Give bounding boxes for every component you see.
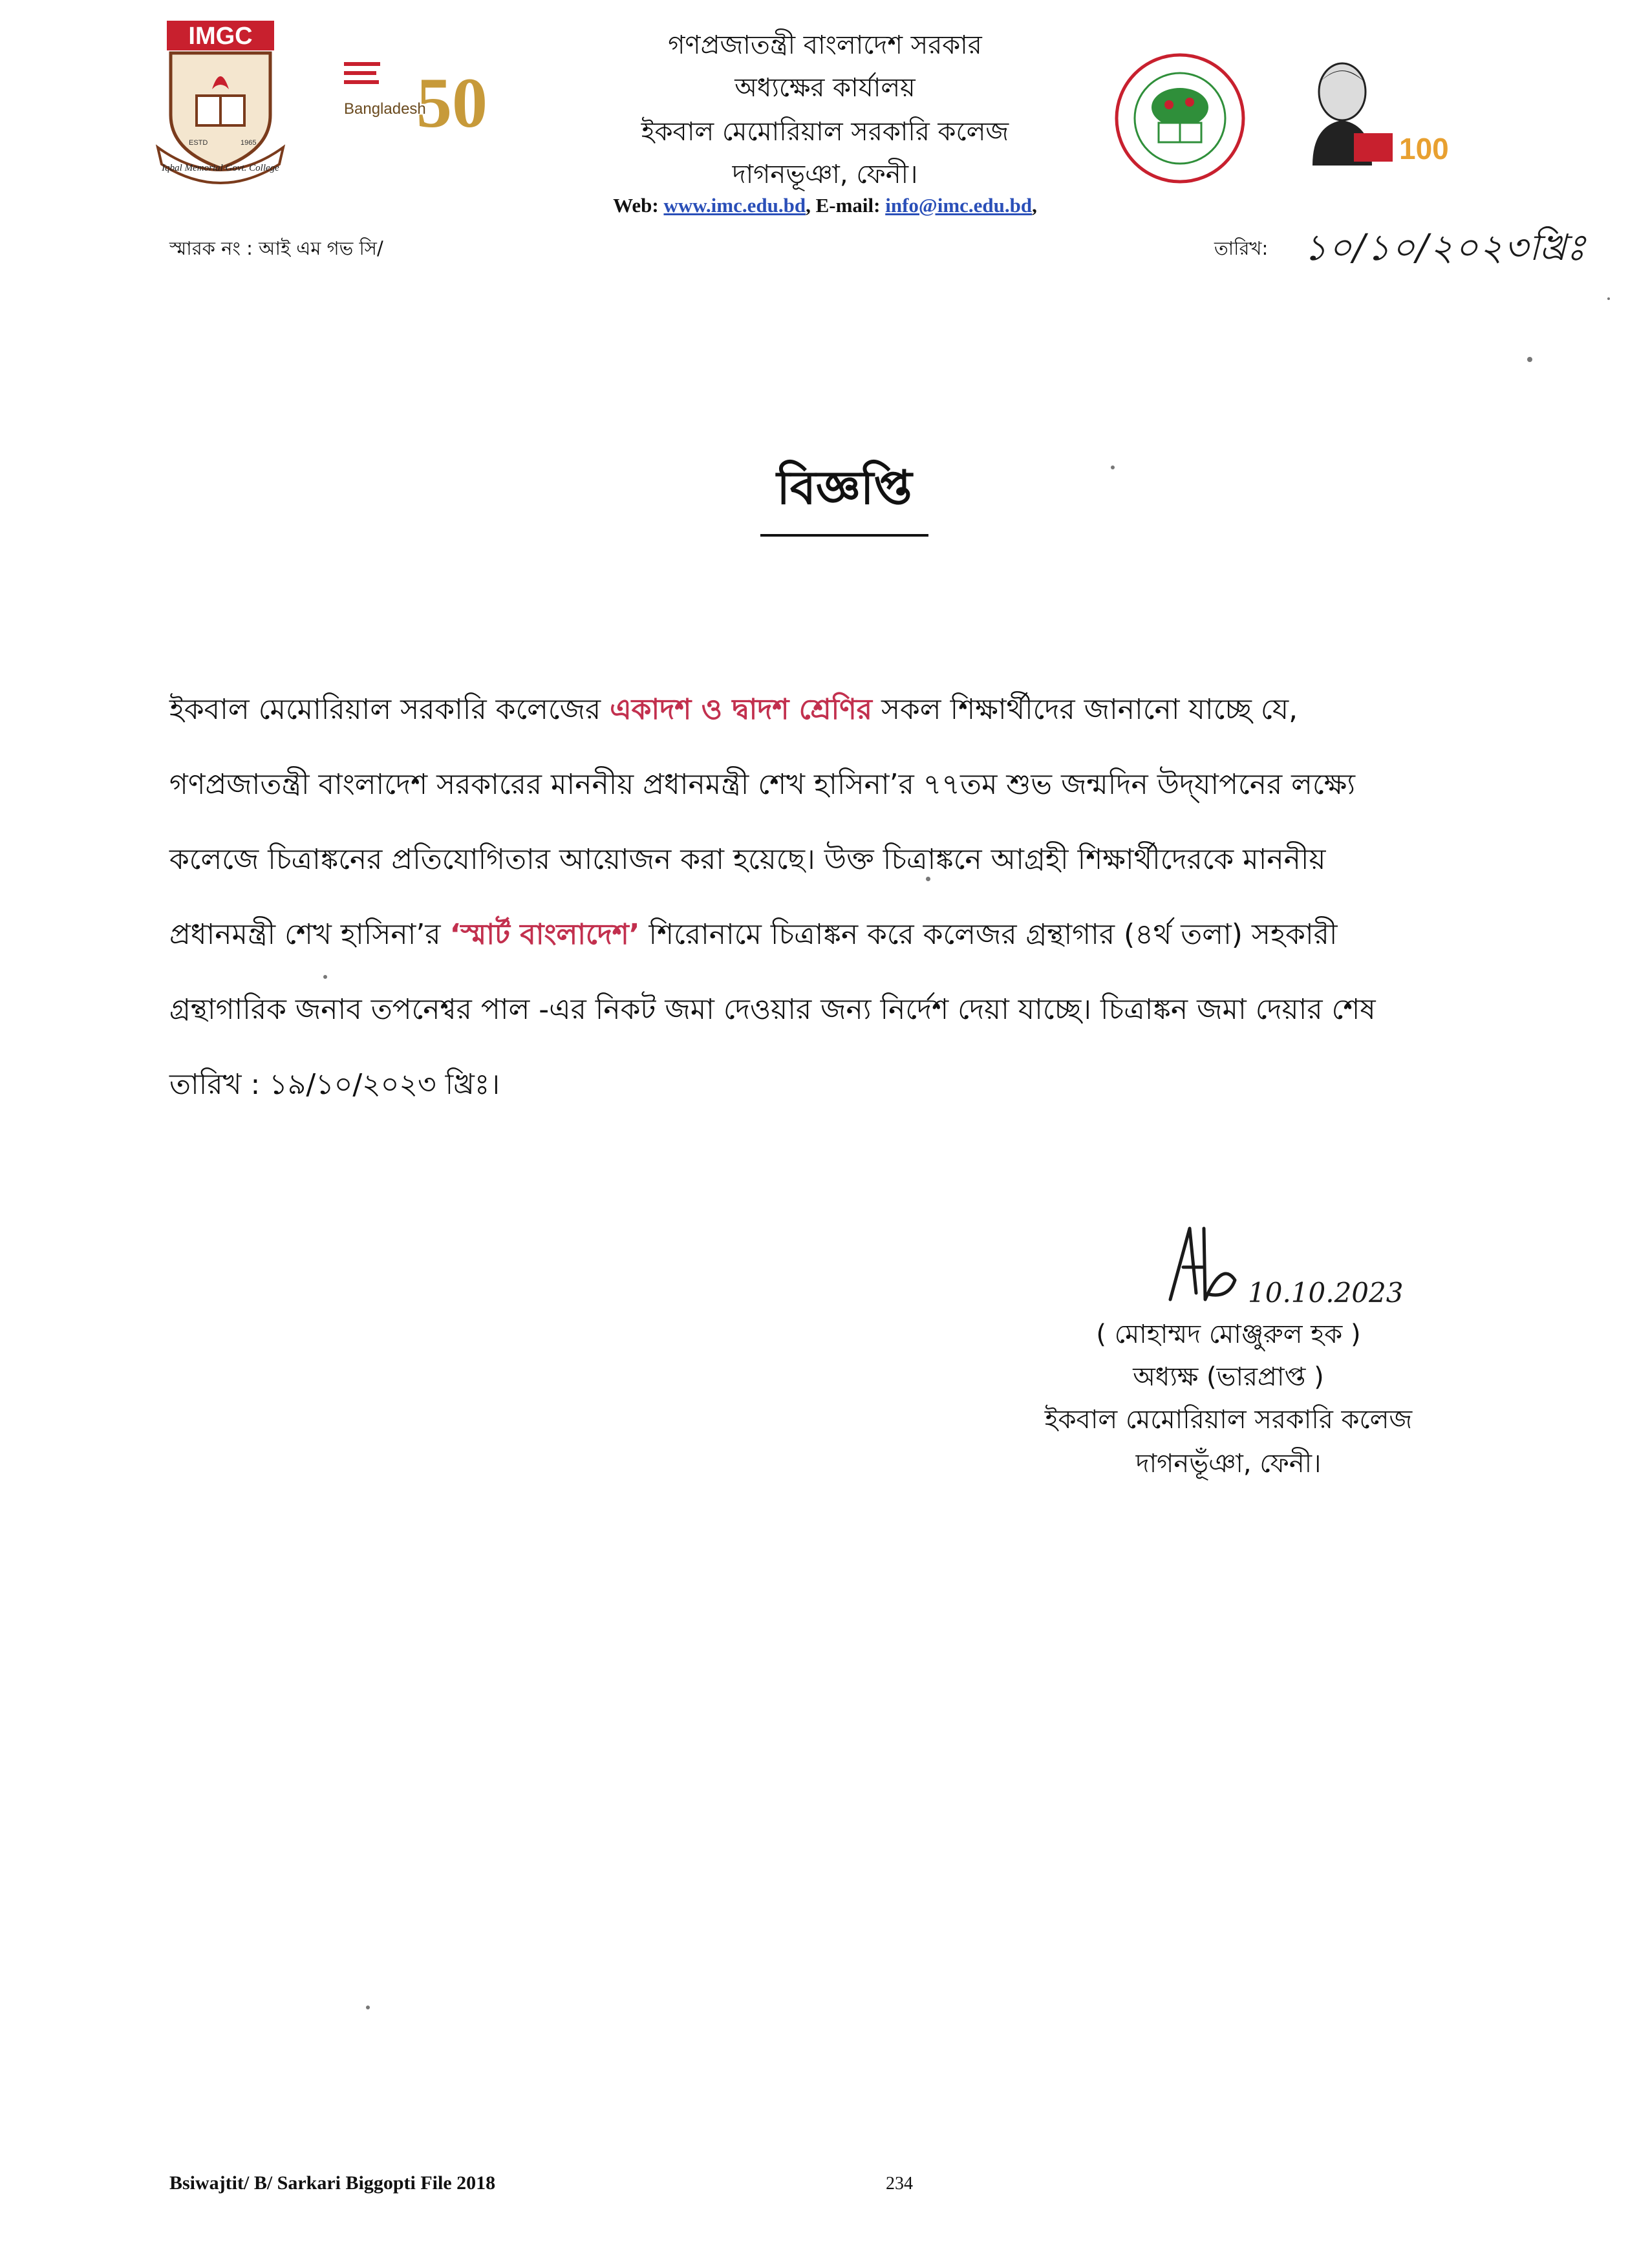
mujib-100-logo	[1287, 56, 1449, 172]
college-name: ইকবাল মেমোরিয়াল সরকারি কলেজ	[641, 117, 1009, 147]
signatory-address: দাগনভূঁঞা, ফেনী।	[1135, 1449, 1322, 1479]
contact-line	[502, 194, 1148, 217]
notice-line-6: তারিখ : ১৯/১০/২০২৩ খ্রিঃ।	[169, 1068, 500, 1101]
education-seal-logo	[1112, 50, 1248, 186]
email-label: , E-mail:	[806, 194, 881, 217]
date-label: তারিখ:	[1214, 237, 1269, 259]
topic-highlight: ‘স্মার্ট বাংলাদেশ’	[449, 918, 640, 951]
website-link[interactable]: www.imc.edu.bd	[663, 194, 806, 217]
bangladesh-50-number: 50	[416, 63, 488, 142]
notice-line-2: গণপ্রজাতন্ত্রী বাংলাদেশ সরকারের মাননীয় প্রধানমন্ত্রী শেখ হাসিনা’র ৭৭তম শুভ জন্মদিন উদ্‌যাপনের লক্ষ্যে	[169, 768, 1356, 801]
imgc-logo-ring-text: Iqbal Memorial Govt. College	[162, 163, 279, 173]
bangladesh-50-logo	[340, 49, 488, 146]
scan-speck	[1111, 465, 1115, 469]
notice-line-1	[169, 672, 1514, 747]
signatory-college: ইকবাল মেমোরিয়াল সরকারি কলেজ	[1044, 1405, 1413, 1435]
file-reference: Bsiwajtit/ B/ Sarkari Biggopti File 2018	[169, 2172, 496, 2194]
mujib-100-number: 100	[1399, 132, 1449, 166]
scan-speck	[366, 2006, 370, 2009]
imgc-logo-text: IMGC	[188, 23, 253, 50]
imgc-logo-estd: ESTD	[189, 139, 208, 147]
memo-number: স্মারক নং : আই এম গভ সি/	[169, 237, 383, 259]
date-value: ১০/১০/২০২৩খ্রিঃ	[1303, 227, 1587, 269]
imgc-college-logo	[153, 18, 288, 186]
notice-title: বিজ্ঞপ্তি	[760, 453, 928, 537]
scan-speck	[1527, 357, 1532, 362]
imgc-logo-year: 1965	[241, 139, 257, 147]
notice-line-4	[169, 897, 1514, 972]
notice-text: সকল শিক্ষার্থীদের জানানো যাচ্ছে যে,	[872, 693, 1298, 726]
notice-line-3: কলেজে চিত্রাঙ্কনের প্রতিযোগিতার আয়োজন করা হয়েছে। উক্ত চিত্রাঙ্কনে আগ্রহী শিক্ষার্থীদেরকে মাননীয়	[169, 843, 1326, 876]
web-label: Web:	[613, 194, 659, 217]
signature-date: 10.10.2023	[1248, 1277, 1404, 1309]
scan-speck	[323, 975, 327, 979]
scan-speck	[926, 877, 930, 881]
notice-line-5: গ্রন্থাগারিক জনাব তপনেশ্বর পাল -এর নিকট জমা দেওয়ার জন্য নির্দেশ দেয়া যাচ্ছে। চিত্রাঙ্কন জমা দেয়ার শেষ	[169, 993, 1376, 1026]
contact-trailing: ,	[1032, 194, 1037, 217]
notice-text: প্রধানমন্ত্রী শেখ হাসিনা’র	[169, 918, 450, 951]
email-link[interactable]: info@imc.edu.bd	[885, 194, 1033, 217]
signatory-name: ( মোহাম্মদ মোঞ্জুরুল হক )	[1096, 1320, 1361, 1349]
college-address: দাগনভূঞা, ফেনী।	[732, 160, 918, 189]
scan-speck	[1607, 297, 1610, 300]
handwritten-signature	[1164, 1222, 1241, 1306]
notice-text: শিরোনামে চিত্রাঙ্কন করে কলেজর গ্রন্থাগার (৪র্থ তলা) সহকারী	[639, 918, 1338, 951]
office-title: অধ্যক্ষের কার্যালয়	[734, 73, 916, 103]
signatory-designation: অধ্যক্ষ (ভারপ্রাপ্ত )	[1133, 1362, 1324, 1392]
class-highlight: একাদশ ও দ্বাদশ শ্রেণির	[610, 693, 872, 726]
page-number: 234	[886, 2174, 913, 2194]
bangladesh-50-text: Bangladesh	[344, 100, 426, 118]
notice-text: ইকবাল মেমোরিয়াল সরকারি কলেজের	[169, 693, 610, 726]
government-title: গণপ্রজাতন্ত্রী বাংলাদেশ সরকার	[668, 30, 982, 60]
